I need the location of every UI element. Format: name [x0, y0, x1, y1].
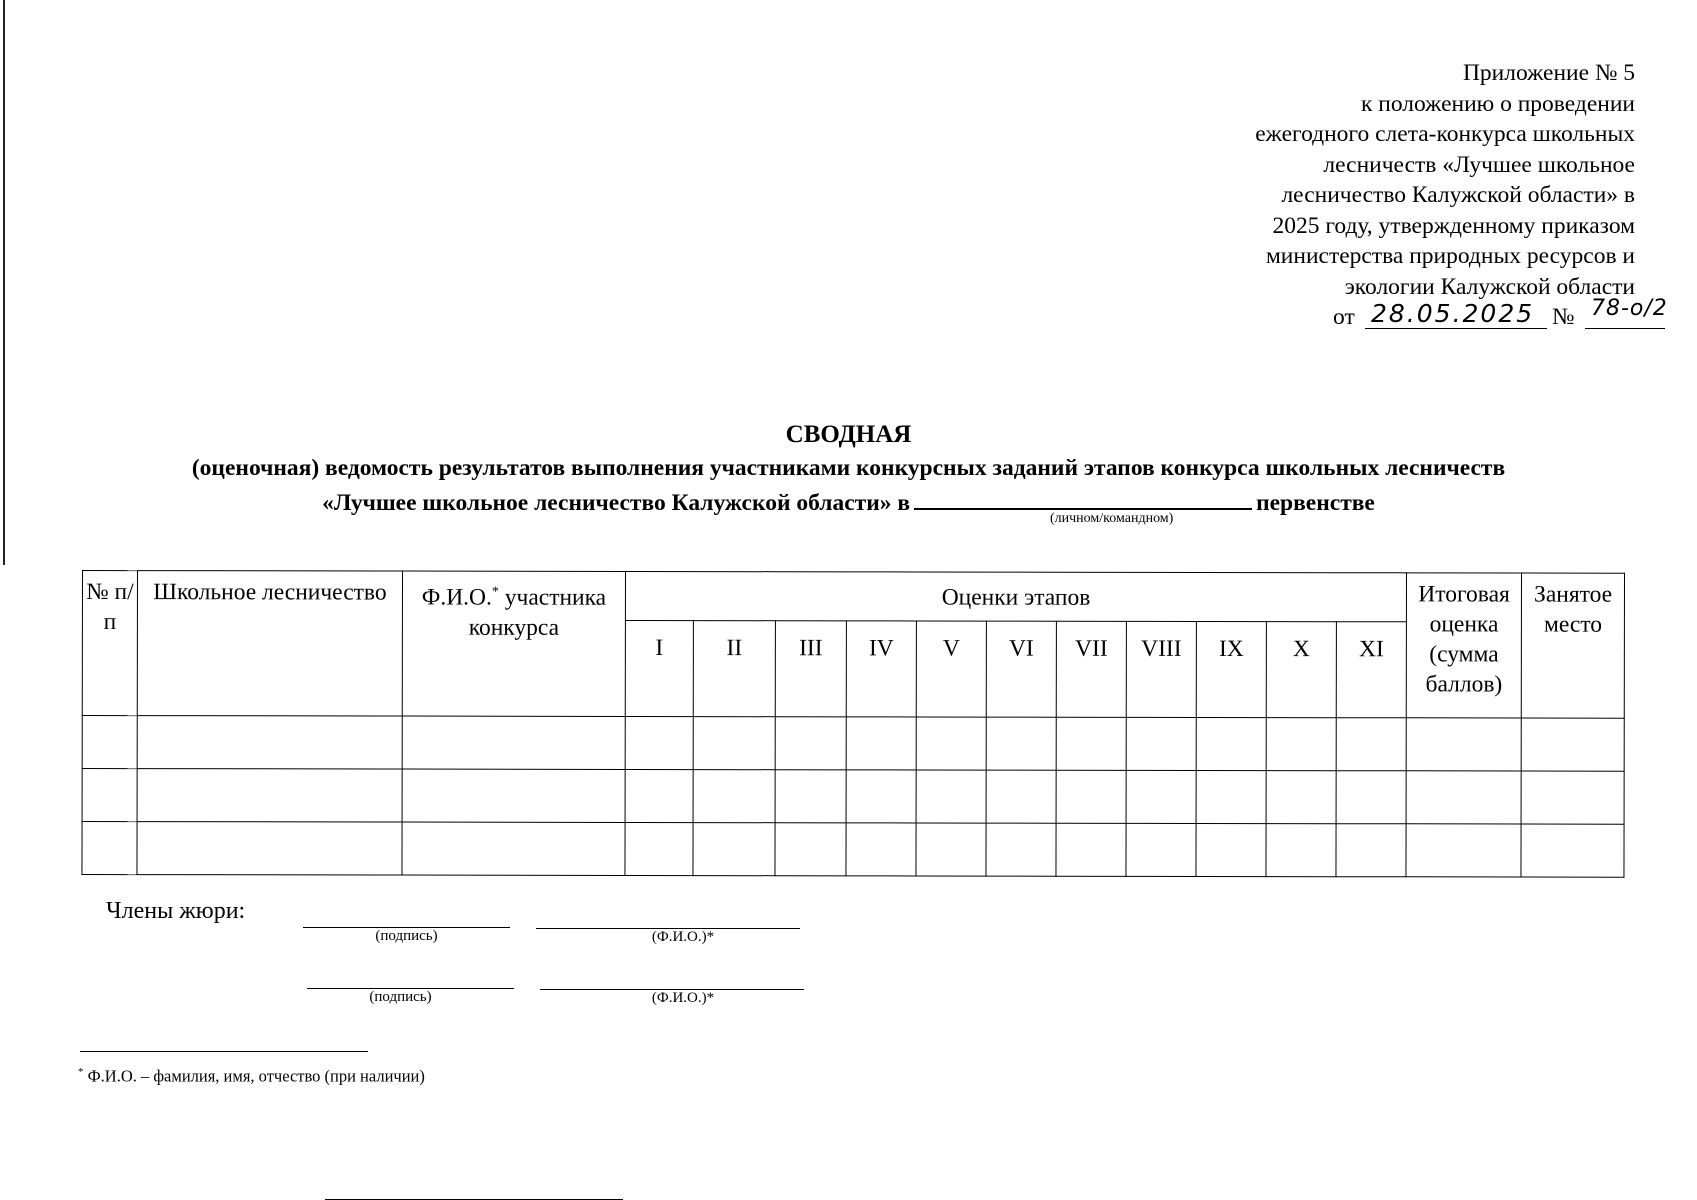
date-prefix: от	[1333, 304, 1355, 330]
stage-header: I	[625, 621, 693, 717]
stage-header: V	[916, 621, 986, 717]
stage-header: VI	[986, 621, 1056, 717]
cell[interactable]	[1196, 823, 1266, 876]
jury-label: Члены жюри:	[106, 898, 246, 924]
appendix-line: министерства природных ресурсов и	[1265, 243, 1635, 269]
cell[interactable]	[846, 717, 916, 770]
appendix-line: экологии Калужской области	[1344, 273, 1635, 300]
cell[interactable]	[1521, 771, 1624, 824]
appendix-line: лесничеств «Лучшее школьное	[1323, 151, 1635, 178]
cell[interactable]	[1126, 770, 1196, 823]
col-fio-header	[402, 571, 625, 716]
appendix-line: ежегодного слета-конкурса школьных	[1255, 121, 1635, 147]
stage-header: VII	[1056, 622, 1126, 718]
signature-caption-2: (подпись)	[369, 989, 432, 1005]
doc-subtitle: (оценочная) ведомость результатов выполнения участниками конкурсных заданий этапов конкурса школьных лесничеств	[191, 455, 1506, 481]
cell[interactable]	[1056, 823, 1126, 876]
col-total-header: Итоговая оценка (сумма баллов)	[1406, 573, 1521, 718]
fio-caption-1: (Ф.И.О.)*	[651, 929, 715, 945]
cell[interactable]	[846, 823, 916, 876]
stage-header: IV	[846, 621, 916, 717]
footnote-text: Ф.И.О. – фамилия, имя, отчество (при наличии)	[83, 1066, 425, 1086]
cell[interactable]	[916, 717, 986, 770]
cell[interactable]	[1336, 718, 1406, 771]
stage-header: III	[775, 621, 846, 717]
handwritten-number: 78-о/2	[1591, 296, 1668, 321]
cell[interactable]	[402, 716, 625, 769]
cell[interactable]	[137, 822, 402, 875]
fio-caption-2: (Ф.И.О.)*	[651, 990, 715, 1006]
cell[interactable]	[625, 716, 693, 769]
cell[interactable]	[82, 769, 137, 822]
col-number-header: № п/п	[82, 571, 137, 716]
cell[interactable]	[82, 716, 137, 769]
cell[interactable]	[986, 717, 1056, 770]
cell[interactable]	[916, 823, 986, 876]
cell[interactable]	[986, 770, 1056, 823]
cell[interactable]	[137, 716, 402, 769]
subtitle-after: первенстве	[1256, 490, 1375, 516]
cell[interactable]	[137, 769, 402, 822]
cell[interactable]	[916, 770, 986, 823]
number-prefix: №	[1552, 304, 1575, 330]
header-row	[82, 571, 1624, 623]
stage-header: II	[693, 621, 775, 717]
cell[interactable]	[693, 823, 775, 876]
cell[interactable]	[402, 769, 625, 822]
stage-header: X	[1266, 622, 1336, 718]
cell[interactable]	[1196, 717, 1266, 770]
cell[interactable]	[986, 823, 1056, 876]
stage-header: XI	[1336, 622, 1406, 718]
appendix-line: Приложение № 5	[1462, 60, 1635, 86]
cell[interactable]	[625, 822, 693, 875]
cell[interactable]	[1266, 718, 1336, 771]
cell[interactable]	[1056, 770, 1126, 823]
appendix-line: 2025 году, утвержденному приказом	[1272, 212, 1635, 239]
cell[interactable]	[1056, 717, 1126, 770]
signature-caption-1: (подпись)	[375, 928, 438, 944]
col-school-header: Школьное лесничество	[137, 571, 402, 716]
cell[interactable]	[693, 717, 775, 770]
cell[interactable]	[1336, 771, 1406, 824]
col-stages-header: Оценки этапов	[625, 571, 1406, 622]
number-line	[1585, 328, 1665, 329]
cell[interactable]	[625, 769, 693, 822]
championship-blank[interactable]	[914, 486, 1252, 510]
cell[interactable]	[1521, 718, 1624, 771]
cell[interactable]	[775, 823, 846, 876]
cell[interactable]	[693, 770, 775, 823]
cell[interactable]	[846, 770, 916, 823]
fio-label: Ф.И.О.	[421, 584, 492, 611]
footnote	[78, 1066, 425, 1087]
order-date-number-row	[1115, 296, 1668, 336]
stage-header: IX	[1196, 622, 1266, 718]
cell[interactable]	[1126, 717, 1196, 770]
stage-header: VIII	[1126, 622, 1196, 718]
doc-title: СВОДНАЯ	[785, 421, 912, 448]
footnote-separator	[80, 1051, 368, 1052]
championship-hint: (личном/командном)	[1050, 511, 1174, 526]
cell[interactable]	[1406, 771, 1521, 824]
cell[interactable]	[1336, 824, 1406, 877]
appendix-line: к положению о проведении	[1360, 90, 1635, 117]
footnote-mark: *	[78, 1066, 84, 1078]
cell[interactable]	[1266, 771, 1336, 824]
cell[interactable]	[775, 770, 846, 823]
fio-asterisk: *	[491, 584, 499, 600]
results-table	[81, 570, 1625, 878]
handwritten-date: 28.05.2025	[1371, 299, 1535, 328]
doc-subtitle-line3	[0, 486, 1697, 517]
cell[interactable]	[402, 822, 625, 875]
cell[interactable]	[1406, 718, 1521, 771]
table-row	[82, 769, 1624, 825]
table-row	[82, 822, 1624, 878]
cell[interactable]	[1126, 823, 1196, 876]
cell[interactable]	[82, 822, 137, 875]
col-place-header: Занятое место	[1521, 573, 1624, 718]
cell[interactable]	[1196, 770, 1266, 823]
cell[interactable]	[1266, 824, 1336, 877]
cell[interactable]	[1406, 824, 1521, 877]
cell[interactable]	[775, 717, 846, 770]
table-row	[82, 716, 1624, 772]
subtitle-before: «Лучшее школьное лесничество Калужской области» в	[322, 490, 911, 516]
appendix-line: лесничество Калужской области» в	[1281, 182, 1635, 208]
appendix-block	[1115, 58, 1668, 336]
cell[interactable]	[1521, 824, 1624, 877]
fio-label-rest: участника конкурса	[468, 584, 607, 641]
